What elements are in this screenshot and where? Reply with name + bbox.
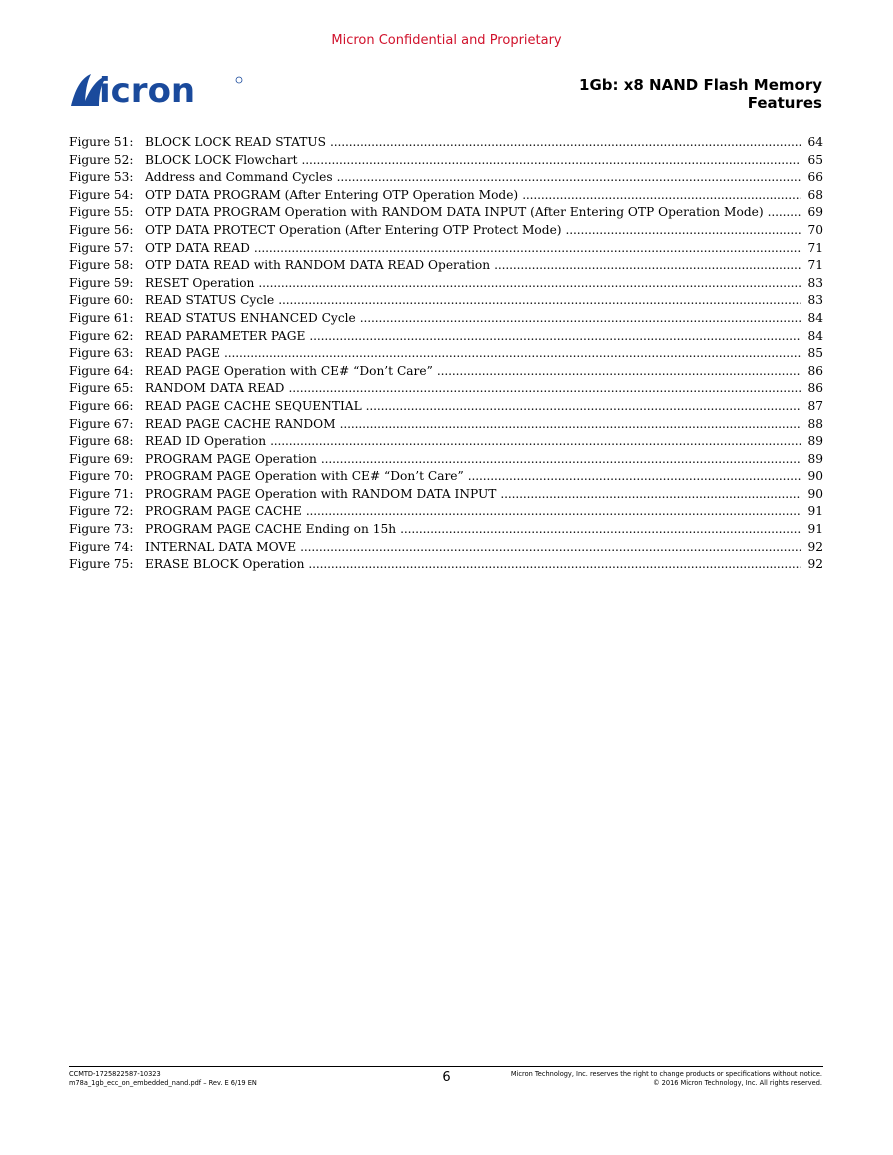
- figure-number: Figure 61:: [69, 310, 134, 325]
- toc-entry[interactable]: [69, 487, 823, 505]
- page-number: 89: [807, 451, 823, 466]
- figure-number: Figure 73:: [69, 522, 134, 537]
- micron-logo: [69, 68, 244, 110]
- page-number: 68: [807, 187, 823, 202]
- figure-number: Figure 74:: [69, 539, 134, 554]
- figure-title: ERASE BLOCK Operation: [145, 557, 305, 572]
- figure-number: Figure 63:: [69, 346, 134, 361]
- figure-number: Figure 68:: [69, 434, 134, 449]
- figure-number: Figure 64:: [69, 363, 134, 378]
- leader-dots: [302, 153, 801, 167]
- figure-title: OTP DATA PROGRAM (After Entering OTP Operation Mode): [145, 187, 519, 202]
- page-number: 89: [807, 434, 823, 449]
- leader-dots: [309, 329, 801, 343]
- toc-entry[interactable]: [69, 153, 823, 171]
- figure-title: PROGRAM PAGE CACHE Ending on 15h: [145, 522, 397, 537]
- toc-entry[interactable]: [69, 329, 823, 347]
- page-number: 91: [807, 504, 823, 519]
- toc-entry[interactable]: [69, 170, 823, 188]
- figure-title: READ STATUS ENHANCED Cycle: [145, 310, 356, 325]
- leader-dots: [500, 487, 801, 501]
- page-number: 71: [807, 258, 823, 273]
- figure-number: Figure 58:: [69, 258, 134, 273]
- figure-title: READ PARAMETER PAGE: [145, 328, 306, 343]
- page-number: 84: [807, 328, 823, 343]
- page-number-footer: 6: [442, 1070, 451, 1085]
- figure-title: PROGRAM PAGE Operation: [145, 451, 317, 466]
- figure-number: Figure 66:: [69, 398, 134, 413]
- leader-dots: [270, 434, 801, 448]
- page-number: 88: [807, 416, 823, 431]
- figure-number: Figure 62:: [69, 328, 134, 343]
- leader-dots: [340, 417, 801, 431]
- figure-number: Figure 71:: [69, 486, 134, 501]
- page-number: 84: [807, 310, 823, 325]
- leader-dots: [494, 258, 801, 272]
- leader-dots: [254, 241, 801, 255]
- figure-title: OTP DATA PROGRAM Operation with RANDOM DATA INPUT (After Entering OTP Operation Mode): [145, 205, 764, 220]
- footer-notice: [511, 1070, 822, 1088]
- toc-entry[interactable]: [69, 223, 823, 241]
- page-number: 86: [807, 381, 823, 396]
- figure-title: Address and Command Cycles: [145, 170, 333, 185]
- figure-title: PROGRAM PAGE CACHE: [145, 504, 302, 519]
- toc-entry[interactable]: [69, 346, 823, 364]
- toc-entry[interactable]: [69, 205, 823, 223]
- figure-title: OTP DATA READ: [145, 240, 250, 255]
- document-title: [579, 76, 822, 112]
- leader-dots: [566, 223, 801, 237]
- figure-number: Figure 60:: [69, 293, 134, 308]
- page-number: 71: [807, 240, 823, 255]
- page-number: 91: [807, 522, 823, 537]
- toc-entry[interactable]: [69, 399, 823, 417]
- leader-dots: [321, 452, 801, 466]
- toc-entry[interactable]: [69, 452, 823, 470]
- leader-dots: [360, 311, 801, 325]
- page-number: 92: [807, 539, 823, 554]
- figure-number: Figure 70:: [69, 469, 134, 484]
- leader-dots: [224, 346, 801, 360]
- leader-dots: [258, 276, 801, 290]
- leader-dots: [278, 293, 801, 307]
- figure-number: Figure 53:: [69, 170, 134, 185]
- leader-dots: [437, 364, 801, 378]
- page-number: 90: [807, 486, 823, 501]
- figure-title: READ ID Operation: [145, 434, 267, 449]
- toc-entry[interactable]: [69, 557, 823, 575]
- page-number: 83: [807, 293, 823, 308]
- page-number: 92: [807, 557, 823, 572]
- toc-entry[interactable]: [69, 311, 823, 329]
- toc-entry[interactable]: [69, 417, 823, 435]
- toc-entry[interactable]: [69, 276, 823, 294]
- figure-number: Figure 52:: [69, 152, 134, 167]
- figure-title: PROGRAM PAGE Operation with RANDOM DATA INPUT: [145, 486, 497, 501]
- page-number: 83: [807, 275, 823, 290]
- toc-entry[interactable]: [69, 364, 823, 382]
- toc-entry[interactable]: [69, 469, 823, 487]
- figure-title: BLOCK LOCK READ STATUS: [145, 135, 326, 149]
- page-number: 66: [807, 170, 823, 185]
- page-number: 65: [807, 152, 823, 167]
- figure-title: PROGRAM PAGE Operation with CE# “Don’t Care”: [145, 469, 464, 484]
- page-number: 90: [807, 469, 823, 484]
- page-number: 87: [807, 398, 823, 413]
- page-number: 86: [807, 363, 823, 378]
- page-number: 70: [807, 222, 823, 237]
- document-id: CCMTD-1725822587-10323: [69, 1070, 161, 1078]
- leader-dots: [468, 469, 801, 483]
- figure-title: RESET Operation: [145, 275, 255, 290]
- title-line-2: Features: [747, 94, 822, 112]
- leader-dots: [522, 188, 801, 202]
- figure-number: Figure 59:: [69, 275, 134, 290]
- figure-title: READ PAGE CACHE RANDOM: [145, 416, 336, 431]
- confidential-banner: Micron Confidential and Proprietary: [331, 33, 562, 48]
- page-number: 69: [807, 205, 823, 220]
- figure-number: Figure 65:: [69, 381, 134, 396]
- leader-dots: [400, 522, 801, 536]
- figure-number: Figure 51:: [69, 135, 134, 149]
- figure-number: Figure 75:: [69, 557, 134, 572]
- toc-entry[interactable]: [69, 434, 823, 452]
- page-number: 85: [807, 346, 823, 361]
- figure-number: Figure 69:: [69, 451, 134, 466]
- figure-title: BLOCK LOCK Flowchart: [145, 152, 298, 167]
- leader-dots: [288, 381, 801, 395]
- leader-dots: [306, 504, 801, 518]
- list-of-figures: [69, 135, 823, 575]
- toc-entry[interactable]: [69, 522, 823, 540]
- page-number: 64: [807, 135, 823, 149]
- figure-title: RANDOM DATA READ: [145, 381, 285, 396]
- leader-dots: [300, 540, 801, 554]
- toc-entry[interactable]: [69, 241, 823, 259]
- figure-number: Figure 54:: [69, 187, 134, 202]
- toc-entry[interactable]: [69, 188, 823, 206]
- document-file: m78a_1gb_ecc_on_embedded_nand.pdf – Rev. E 6/19 EN: [69, 1079, 257, 1087]
- figure-number: Figure 55:: [69, 205, 134, 220]
- toc-entry[interactable]: [69, 258, 823, 276]
- figure-title: INTERNAL DATA MOVE: [145, 539, 297, 554]
- figure-number: Figure 72:: [69, 504, 134, 519]
- figure-number: Figure 67:: [69, 416, 134, 431]
- figure-title: OTP DATA READ with RANDOM DATA READ Operation: [145, 258, 491, 273]
- figure-title: READ STATUS Cycle: [145, 293, 275, 308]
- figure-number: Figure 56:: [69, 222, 134, 237]
- figure-number: Figure 57:: [69, 240, 134, 255]
- figure-title: READ PAGE: [145, 346, 221, 361]
- leader-dots: [330, 135, 801, 149]
- notice-line-1: Micron Technology, Inc. reserves the right to change products or specifications without notice.: [510, 1070, 822, 1078]
- toc-entry[interactable]: [69, 293, 823, 311]
- figure-title: OTP DATA PROTECT Operation (After Entering OTP Protect Mode): [145, 222, 562, 237]
- footer-divider: [69, 1066, 823, 1067]
- figure-title: READ PAGE Operation with CE# “Don’t Care”: [145, 363, 433, 378]
- svg-text:icron: icron: [99, 71, 196, 110]
- toc-entry[interactable]: [69, 135, 823, 153]
- title-line-1: 1Gb: x8 NAND Flash Memory: [579, 76, 822, 94]
- toc-entry[interactable]: [69, 540, 823, 558]
- notice-line-2: © 2016 Micron Technology, Inc. All rights reserved.: [652, 1079, 822, 1087]
- figure-title: READ PAGE CACHE SEQUENTIAL: [145, 398, 362, 413]
- toc-entry[interactable]: [69, 504, 823, 522]
- toc-entry[interactable]: [69, 381, 823, 399]
- leader-dots: [337, 170, 801, 184]
- leader-dots: [308, 557, 801, 571]
- leader-dots: [768, 205, 801, 219]
- leader-dots: [366, 399, 801, 413]
